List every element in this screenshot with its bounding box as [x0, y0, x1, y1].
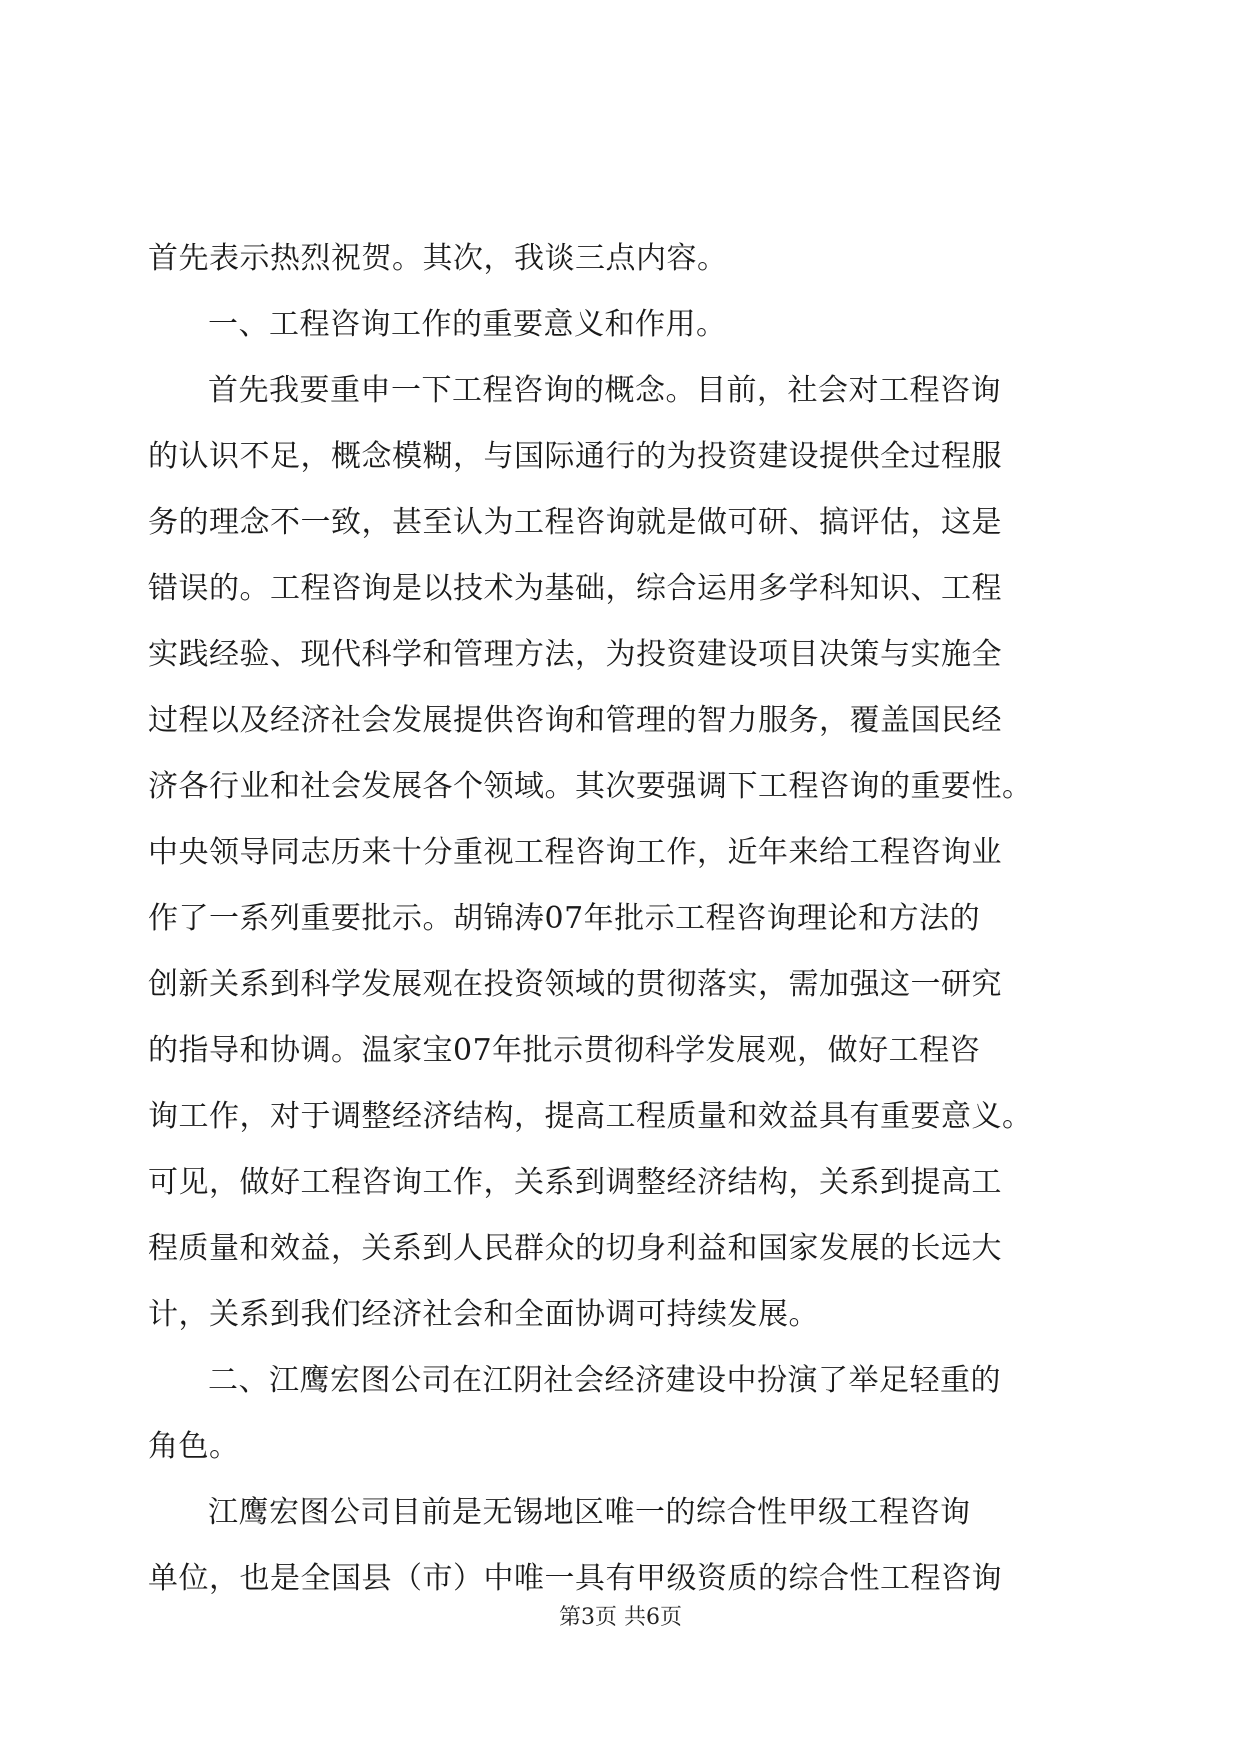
text-line: 实践经验、现代科学和管理方法，为投资建设项目决策与实施全	[148, 637, 1002, 672]
text-line: 江鹰宏图公司目前是无锡地区唯一的综合性甲级工程咨询	[208, 1495, 971, 1530]
text-line: 过程以及经济社会发展提供咨询和管理的智力服务，覆盖国民经	[148, 703, 1002, 738]
text-line: 可见，做好工程咨询工作，关系到调整经济结构，关系到提高工	[148, 1165, 1002, 1200]
text-line: 创新关系到科学发展观在投资领域的贯彻落实，需加强这一研究	[148, 967, 1002, 1002]
text-line: 程质量和效益，关系到人民群众的切身利益和国家发展的长远大	[148, 1231, 1002, 1266]
page-footer: 第3页 共6页	[559, 1605, 682, 1630]
text-line: 首先我要重申一下工程咨询的概念。目前，社会对工程咨询	[208, 373, 1001, 408]
text-line: 作了一系列重要批示。胡锦涛07年批示工程咨询理论和方法的	[148, 901, 981, 936]
text-line: 济各行业和社会发展各个领域。其次要强调下工程咨询的重要性。	[148, 769, 1033, 804]
text-line: 首先表示热烈祝贺。其次，我谈三点内容。	[148, 241, 728, 276]
text-line: 计，关系到我们经济社会和全面协调可持续发展。	[148, 1297, 819, 1332]
text-line: 角色。	[148, 1429, 240, 1464]
section-heading: 二、江鹰宏图公司在江阴社会经济建设中扮演了举足轻重的	[208, 1363, 1001, 1398]
text-line: 单位，也是全国县（市）中唯一具有甲级资质的综合性工程咨询	[148, 1561, 1002, 1596]
body-text	[148, 226, 1088, 1612]
text-line: 的指导和协调。温家宝07年批示贯彻科学发展观，做好工程咨	[148, 1033, 981, 1068]
section-heading: 一、工程咨询工作的重要意义和作用。	[208, 307, 727, 342]
text-line: 中央领导同志历来十分重视工程咨询工作，近年来给工程咨询业	[148, 835, 1002, 870]
text-line: 务的理念不一致，甚至认为工程咨询就是做可研、搞评估，这是	[148, 505, 1002, 540]
text-line: 询工作，对于调整经济结构，提高工程质量和效益具有重要意义。	[148, 1099, 1033, 1134]
text-line: 错误的。工程咨询是以技术为基础，综合运用多学科知识、工程	[148, 571, 1002, 606]
text-line: 的认识不足，概念模糊，与国际通行的为投资建设提供全过程服	[148, 439, 1002, 474]
